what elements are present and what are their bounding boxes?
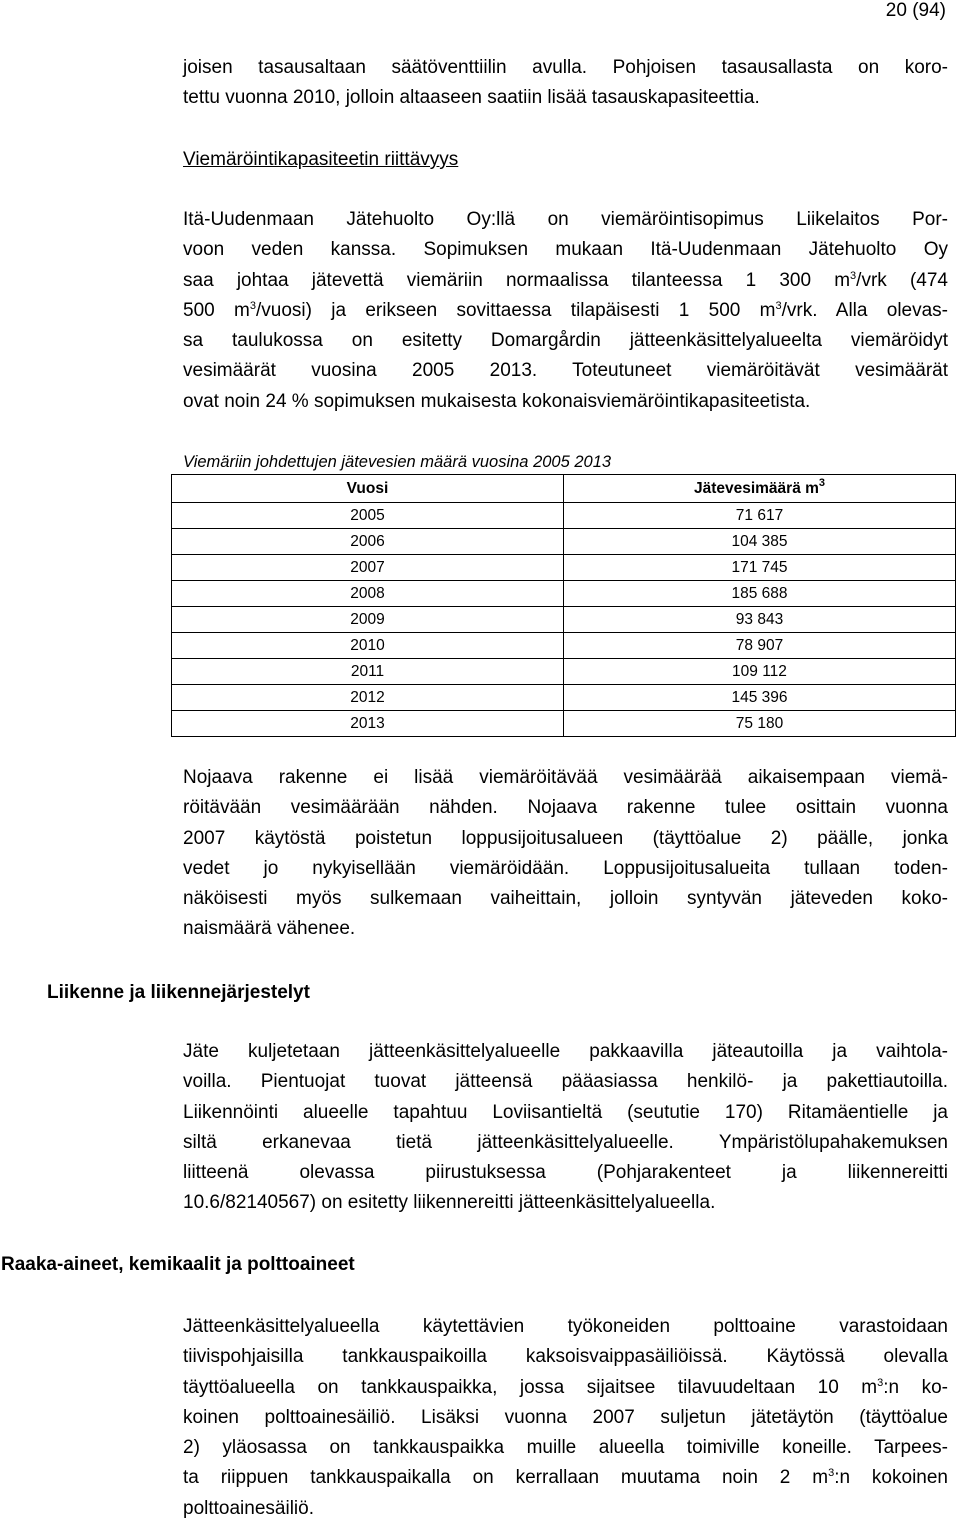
table-row [172, 607, 956, 633]
table-row [172, 711, 956, 737]
text-line: ovat noin 24 % sopimuksen mukaisesta kokonaisviemäröintikapasiteetista. [183, 390, 811, 412]
text-line: koinen polttoainesäiliö. Lisäksi vuonna 2007 suljetun jätetäytön (täyttöalue [183, 1406, 948, 1428]
amount-cell: 93 843 [564, 607, 956, 633]
year-cell: 2008 [172, 581, 564, 607]
year-cell: 2013 [172, 711, 564, 737]
year-cell: 2012 [172, 685, 564, 711]
wastewater-table [171, 474, 956, 737]
amount-cell: 71 617 [564, 503, 956, 529]
table-row [172, 633, 956, 659]
table-caption: Viemäriin johdettujen jätevesien määrä vuosina 2005 2013 [183, 453, 612, 471]
text-line: Liikennöinti alueelle tapahtuu Loviisantieltä (seututie 170) Ritamäentielle ja [183, 1101, 948, 1123]
column-header-amount: Jätevesimäärä $m^3$ [564, 475, 956, 503]
amount-cell: 145 396 [564, 685, 956, 711]
text-line: saa johtaa jätevettä viemäriin normaalissa tilanteessa 1 300 $m^3$/vrk (474 [183, 269, 948, 291]
text-line: Jäte kuljetetaan jätteenkäsittelyalueelle pakkaavilla jäteautoilla ja vaihtola- [183, 1041, 948, 1062]
text-line: 2) yläosassa on tankkauspaikka muille alueella toimiville koneille. Tarpees- [183, 1437, 948, 1459]
text-line: 2007 käytöstä poistetun loppusijoitusalueen (täyttöalue 2) päälle, jonka [183, 827, 948, 849]
text-line: voon veden kanssa. Sopimuksen mukaan Itä-Uudenmaan Jätehuolto Oy [183, 239, 948, 261]
year-cell: 2007 [172, 555, 564, 581]
text-line: täyttöalueella on tankkauspaikka, jossa sijaitsee tilavuudeltaan 10 $m^3:n$ ko- [183, 1376, 948, 1398]
text-line: joisen tasausaltaan säätöventtiilin avulla. Pohjoisen tasausallasta on koro- [183, 57, 948, 78]
table-row [172, 685, 956, 711]
paragraph-fuel-storage [183, 1312, 948, 1524]
table-header-row [172, 475, 956, 503]
table-row [172, 503, 956, 529]
text-line: tettu vuonna 2010, jolloin altaaseen saatiin lisää tasauskapasiteettia. [183, 87, 760, 109]
amount-cell: 109 112 [564, 659, 956, 685]
text-line: Jätteenkäsittelyalueella käytettävien työkoneiden polttoaine varastoidaan [183, 1316, 948, 1337]
table-row [172, 555, 956, 581]
text-line: siltä erkanevaa tietä jätteenkäsittelyalueelle. Ympäristölupahakemuksen [183, 1131, 948, 1153]
table-row [172, 529, 956, 555]
text-line: voilla. Pientuojat tuovat jätteensä pääasiassa henkilö- ja pakettiautoilla. [183, 1071, 948, 1093]
year-cell: 2010 [172, 633, 564, 659]
text-line: tiivispohjaisilla tankkauspaikoilla kaksoisvaippasäiliöissä. Käytössä olevalla [183, 1346, 948, 1368]
text-line: naismäärä vähenee. [183, 918, 356, 940]
text-line: Itä-Uudenmaan Jätehuolto Oy:llä on viemäröintisopimus Liikelaitos Por- [183, 209, 948, 230]
heading-traffic: Liikenne ja liikennejärjestelyt [47, 982, 310, 1003]
amount-cell: 75 180 [564, 711, 956, 737]
column-header-year: Vuosi [172, 475, 564, 503]
text-line: röitävään vesimäärään nähden. Nojaava rakenne tulee osittain vuonna [183, 797, 948, 819]
amount-cell: 104 385 [564, 529, 956, 555]
paragraph-supporting-structure [183, 763, 948, 945]
page-number: 20 (94) [885, 0, 946, 21]
text-line: näköisesti myös sulkemaan vaiheittain, jolloin syntyvän jäteveden koko- [183, 888, 948, 910]
amount-cell: 185 688 [564, 581, 956, 607]
year-cell: 2005 [172, 503, 564, 529]
text-line: polttoainesäiliö. [183, 1497, 314, 1519]
amount-cell: 78 907 [564, 633, 956, 659]
heading-raw-materials: Raaka-aineet, kemikaalit ja polttoaineet [1, 1254, 355, 1275]
paragraph-traffic [183, 1037, 948, 1219]
subheading-sewer-capacity: Viemäröintikapasiteetin riittävyys [183, 149, 459, 170]
paragraph-sewer-agreement [183, 205, 948, 417]
text-line: vesimäärät vuosina 2005 2013. Toteutuneet viemäröitävät vesimäärät [183, 360, 948, 382]
year-cell: 2006 [172, 529, 564, 555]
text-line: vedet jo nykyisellään viemäröidään. Loppusijoitusalueita tullaan toden- [183, 857, 948, 879]
text-line: Nojaava rakenne ei lisää viemäröitävää vesimäärää aikaisempaan viemä- [183, 767, 948, 788]
paragraph-equalization-basin [183, 53, 948, 114]
year-cell: 2009 [172, 607, 564, 633]
text-line: liitteenä olevassa piirustuksessa (Pohjarakenteet ja liikennereitti [183, 1162, 948, 1184]
table-row [172, 659, 956, 685]
text-line: 500 $m^3/vuosi$) ja erikseen sovittaessa tilapäisesti 1 500 $m^3$/vrk. Alla olevas- [183, 299, 949, 321]
text-line: ta riippuen tankkauspaikalla on kerrallaan muutama noin 2 $m^3:n$ kokoinen [183, 1467, 948, 1489]
amount-cell: 171 745 [564, 555, 956, 581]
text-line: sa taulukossa on esitetty Domargårdin jätteenkäsittelyalueelta viemäröidyt [183, 330, 948, 352]
year-cell: 2011 [172, 659, 564, 685]
table-row [172, 581, 956, 607]
text-line: 10.6/82140567) on esitetty liikennereitti jätteenkäsittelyalueella. [183, 1192, 716, 1214]
